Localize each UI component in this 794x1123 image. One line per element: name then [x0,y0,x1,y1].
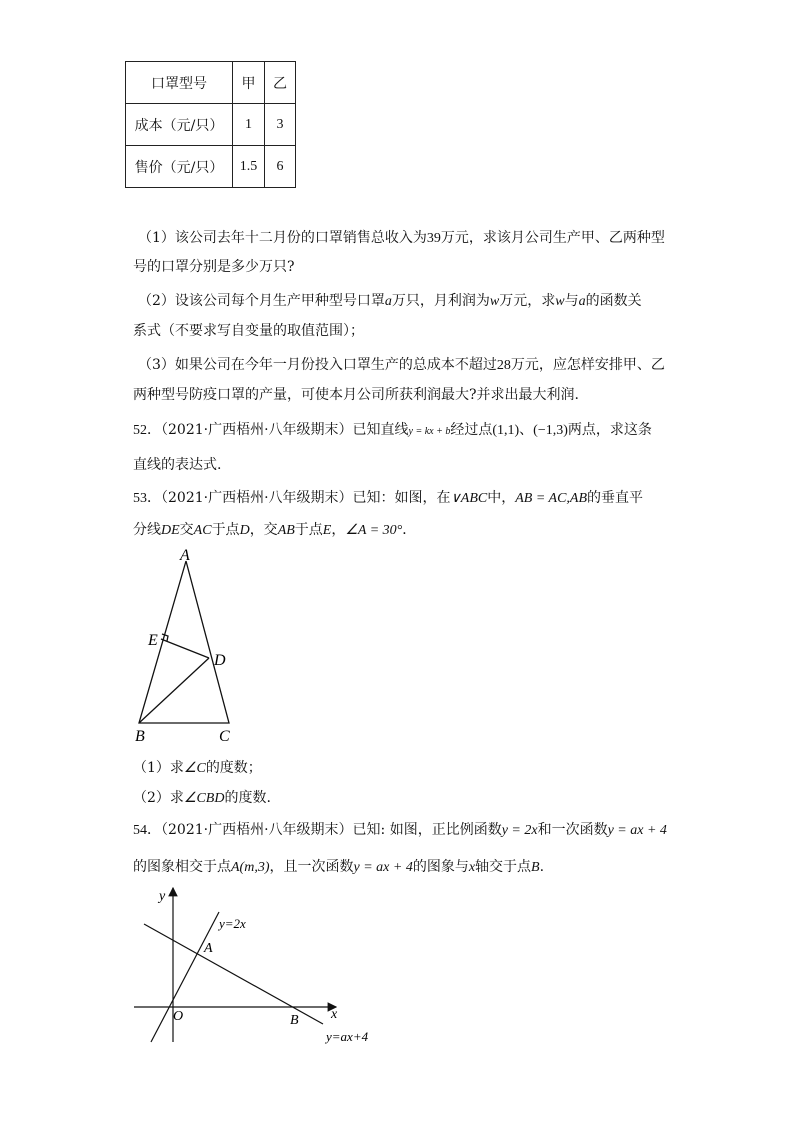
variable: B [531,860,540,875]
text: ，交 [249,522,278,538]
q54-line2 [133,856,544,876]
origin-label: O [173,1009,184,1024]
question-source: （2021·广西梧州·八年级期末） [161,490,353,506]
q53-sub2 [133,787,271,807]
q51-part1-line1 [138,227,665,247]
price-table [125,61,296,188]
text: 于点 [294,522,323,538]
table-cell: 1 [233,104,265,146]
text: 万只，月利润为 [391,293,490,309]
text: 分线 [133,522,161,538]
table-cell: 6 [265,146,296,188]
formula: A(m,3) [231,860,270,875]
label-b: B [135,728,145,745]
text: 已知直线 [352,422,409,438]
q53-sub1 [133,757,262,777]
variable: DE [161,523,180,538]
table-cell: 售价（元/只） [126,146,233,188]
question-source: （2021·广西梧州·八年级期末） [161,422,353,438]
number: 39 [426,231,441,246]
segment-ed [161,639,209,658]
y-axis-label: y [159,889,166,904]
text: ，且一次函数 [269,859,354,875]
formula: ∠C [183,761,206,776]
text: （3）如果公司在今年一月份投入口罩生产的总成本不超过 [138,357,497,373]
text: （2）设该公司每个月生产甲种型号口罩 [138,293,385,309]
text: 经过点 [450,422,493,438]
label-c: C [219,728,230,745]
q54-line1 [133,819,667,839]
line-y-2x-label: y=2x [219,916,246,931]
point-b-label: B [290,1013,299,1028]
question-number: 53． [133,491,161,506]
q51-part1-line2: 号的口罩分别是多少万只? [133,259,295,275]
text: 万元，求 [499,293,556,309]
q51-part2-line2: 系式（不要求写自变量的取值范围）； [133,323,364,339]
text: 的图象相交于点 [133,859,231,875]
question-number: 52． [133,423,161,438]
line-y-ax-4 [144,924,323,1024]
variable: E [322,523,332,538]
triangle-figure [130,545,290,745]
question-source: （2021·广西梧州·八年级期末） [161,822,353,838]
q51-part2-line1 [138,290,642,310]
q52-line2: 直线的表达式. [133,457,222,473]
formula: (−1,3) [533,423,568,438]
text: （1）该公司去年十二月份的口罩销售总收入为 [138,230,427,246]
text: 于点 [211,522,240,538]
text: ， [331,522,346,538]
text: 的垂直平 [587,490,644,506]
formula: ∠A = 30° [345,523,403,538]
text: 交 [179,522,194,538]
text: （1）求 [133,760,184,776]
variable: w [489,294,500,309]
variable: w [555,294,565,309]
text: . [539,859,545,875]
table-header-cell: 乙 [265,62,296,104]
variable: D [239,523,250,538]
segment-bd [139,658,209,723]
text: 中， [487,490,516,506]
q53-line2 [133,519,416,539]
question-number: 54． [133,823,161,838]
table-row [126,146,296,188]
variable: x [468,860,476,875]
text: 已知: 如图，正比例函数 [352,822,502,838]
text: 的图象与 [412,859,469,875]
formula: ∨ABC [450,491,488,506]
formula: AB = AC,AB [515,491,588,506]
text: 万元，求该月公司生产甲、乙两种型 [440,230,665,246]
line-y-ax-4-label: y=ax+4 [326,1029,369,1044]
text: 和一次函数 [537,822,608,838]
table-row [126,104,296,146]
formula: y = kx + b [408,426,451,437]
table-cell: 1.5 [233,146,265,188]
variable: a [578,294,586,309]
text: 、 [519,422,534,438]
variable: AB [277,523,295,538]
text: 的函数关 [585,293,642,309]
text: ． [402,522,417,538]
table-header-row [126,62,296,104]
function-graph [130,880,390,1050]
text: 与 [564,293,579,309]
table-header-cell: 甲 [233,62,265,104]
line-y-2x [151,912,219,1042]
q51-part3-line2: 两种型号防疫口罩的产量，可使本月公司所获利润最大?并求出最大利润. [133,387,579,403]
text: 轴交于点 [475,859,532,875]
q52-line1 [133,419,652,439]
text: （2）求 [133,790,184,806]
label-e: E [148,632,158,649]
label-d: D [214,652,226,669]
label-a: A [180,547,190,564]
variable: a [384,294,392,309]
table-header-cell: 口罩型号 [126,62,233,104]
number: 28 [496,358,511,373]
formula: y = ax + 4 [353,860,413,875]
q51-part3-line1 [138,354,665,374]
formula: y = ax + 4 [607,823,667,838]
text: 的度数； [205,760,262,776]
formula: ∠CBD [183,791,225,806]
q53-line1 [133,487,643,507]
text: 已知：如图，在 [352,490,451,506]
x-axis-label: x [331,1007,338,1022]
point-a-label: A [204,941,213,956]
formula: y = 2x [501,823,538,838]
variable: AC [193,523,212,538]
table-cell: 3 [265,104,296,146]
table-cell: 成本（元/只） [126,104,233,146]
text: 万元，应怎样安排甲、乙 [510,357,665,373]
text: 两点，求这条 [567,422,652,438]
text: 的度数. [224,790,271,806]
formula: (1,1) [492,423,520,438]
